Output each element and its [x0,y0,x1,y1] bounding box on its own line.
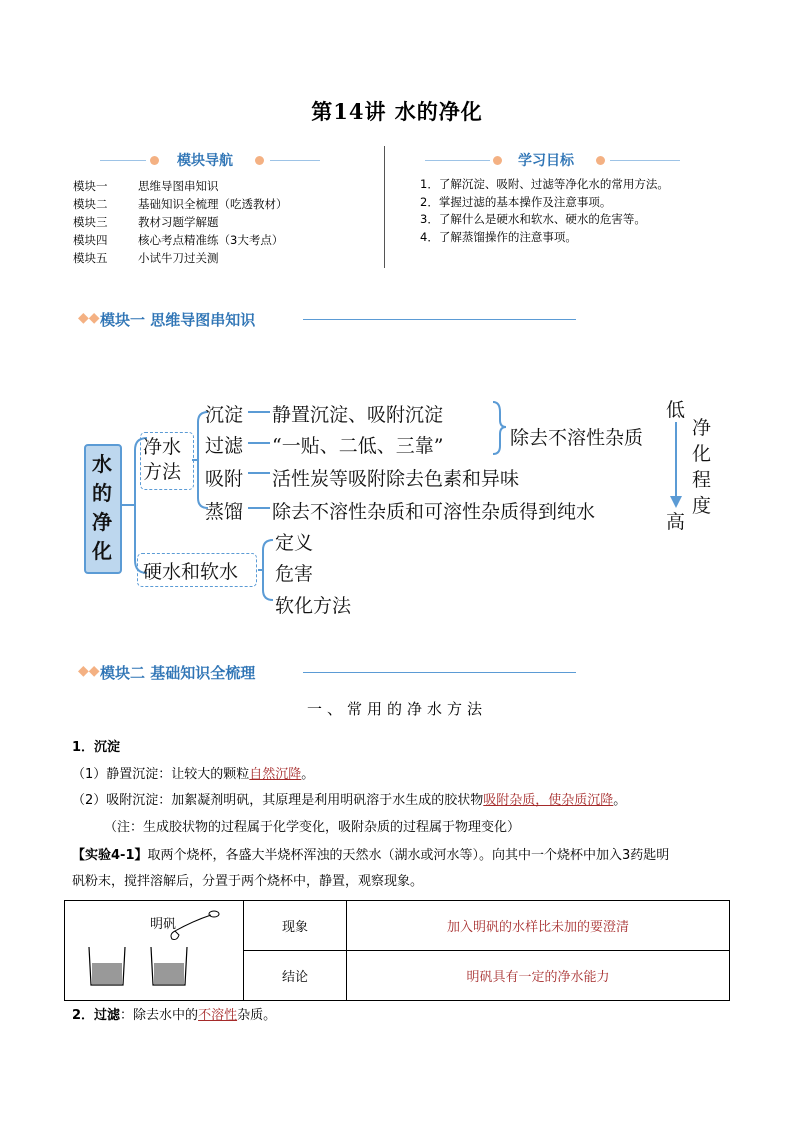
method-name: 吸附 [205,468,244,490]
nav-heading: 模块导航 [177,153,233,169]
degree-char: 化 [692,443,712,465]
sedimentation-line2 [72,791,626,811]
column-divider [384,146,385,268]
nav-item-text: 小试牛刀过关测 [138,251,219,265]
filtration-heading: 2．过滤 [72,1008,121,1023]
answer-fill: 不溶性 [198,1008,238,1023]
experiment-line2: 矾粉末，搅拌溶解后，分置于两个烧杯中，静置，观察现象。 [72,874,424,889]
answer-fill: 吸附杂质，使杂质沉降 [483,793,614,808]
method-name: 蒸馏 [205,501,244,523]
experiment-illustration [65,901,244,1001]
mindmap-degree [692,415,711,519]
experiment-line1 [72,846,669,866]
nav-item-text: 教材习题学解题 [138,215,219,229]
table-cell: 加入明矾的水样比未加的要澄清 [347,901,730,951]
experiment-table [64,900,730,1001]
filtration-line [72,1006,276,1026]
goal-item: 4．了解蒸馏操作的注意事项。 [420,229,577,244]
goal-item: 3．了解什么是硬水和软水、硬水的危害等。 [420,212,646,226]
module2-rule [303,672,576,673]
goals-heading-line-left [425,160,490,161]
method-name: 沉淀 [205,404,244,426]
experiment-label: 【实验4-1】 [72,848,148,863]
mindmap-root: 水的净化 [92,452,112,563]
module1-title: 模块一 思维导图串知识 [100,311,256,329]
page-title: 第14讲 水的净化 [311,99,483,124]
method-name: 过滤 [205,435,244,457]
line-text: ：除去水中的 [120,1008,199,1023]
alum-label: 明矾 [150,917,177,932]
nav-list [73,177,288,267]
nav-item-key: 模块三 [73,215,108,229]
hard-item: 软化方法 [275,595,352,617]
line-text: （1）静置沉淀：让较大的颗粒 [72,767,250,782]
degree-char: 净 [692,417,712,439]
line-text: 杂质。 [237,1008,277,1023]
goals-heading-line-right [610,160,680,161]
nav-item-text: 基础知识全梳理（吃透教材） [138,197,288,211]
nav-item[interactable] [73,177,288,195]
goals-heading: 学习目标 [518,153,574,169]
nav-item[interactable] [73,195,288,213]
nav-heading-dot-left [150,156,159,165]
table-row [65,901,730,951]
table-cell: 明矾具有一定的净水能力 [347,951,730,1001]
sedimentation-note: （注：生成胶状物的过程属于化学变化，吸附杂质的过程属于物理变化） [104,820,521,835]
goals-heading-dot-left [493,156,502,165]
table-head: 结论 [244,951,347,1001]
nav-item[interactable] [73,213,288,231]
nav-item-text: 思维导图串知识 [138,179,219,193]
nav-heading-dot-right [255,156,264,165]
experiment-text: 取两个烧杯，各盛大半烧杯浑浊的天然水（湖水或河水等）。向其中一个烧杯中加入3药匙明 [147,848,670,863]
mindmap-branch2: 硬水和软水 [143,561,239,583]
nav-heading-line-left [100,160,146,161]
line-text: 。 [613,793,627,808]
answer-fill: 自然沉降 [249,767,302,782]
nav-item[interactable] [73,249,288,267]
nav-item-text: 核心考点精准练（3大考点） [138,233,284,247]
hard-item: 定义 [275,532,314,554]
nav-item-key: 模块一 [73,179,108,193]
line-text: （2）吸附沉淀：加絮凝剂明矾，其原理是利用明矾溶于水生成的胶状物 [72,793,484,808]
nav-heading-line-right [270,160,320,161]
mindmap-low: 低 [666,399,686,421]
nav-item-key: 模块二 [73,197,108,211]
method-desc: “一贴、二低、三靠” [272,435,444,457]
goal-item: 1．了解沉淀、吸附、过滤等净化水的常用方法。 [420,177,669,191]
module1-rule [303,319,576,320]
degree-char: 程 [692,469,712,491]
beaker-icon [65,901,241,995]
sedimentation-line1 [72,765,314,785]
diamond-icon: ◆◆ [78,663,100,679]
mindmap-branch1: 净水方法 [143,436,182,483]
nav-item-key: 模块五 [73,251,108,265]
line-text: 。 [301,767,315,782]
goal-item: 2．掌握过滤的基本操作及注意事项。 [420,194,612,209]
section1-title: 一、常用的净水方法 [306,700,487,718]
nav-item[interactable] [73,231,288,249]
nav-item-key: 模块四 [73,233,108,247]
mindmap-high: 高 [666,511,686,533]
table-head: 现象 [244,901,347,951]
sedimentation-heading: 1．沉淀 [72,740,121,755]
method-desc: 除去不溶性杂质和可溶性杂质得到纯水 [272,501,596,523]
mindmap-group-note: 除去不溶性杂质 [510,427,644,449]
diamond-icon: ◆◆ [78,310,100,326]
module2-title: 模块二 基础知识全梳理 [100,664,256,682]
goals-list [420,176,669,246]
goals-heading-dot-right [596,156,605,165]
degree-char: 度 [692,495,712,517]
method-desc: 静置沉淀、吸附沉淀 [272,404,444,426]
method-desc: 活性炭等吸附除去色素和异味 [272,468,520,490]
hard-item: 危害 [275,563,314,585]
